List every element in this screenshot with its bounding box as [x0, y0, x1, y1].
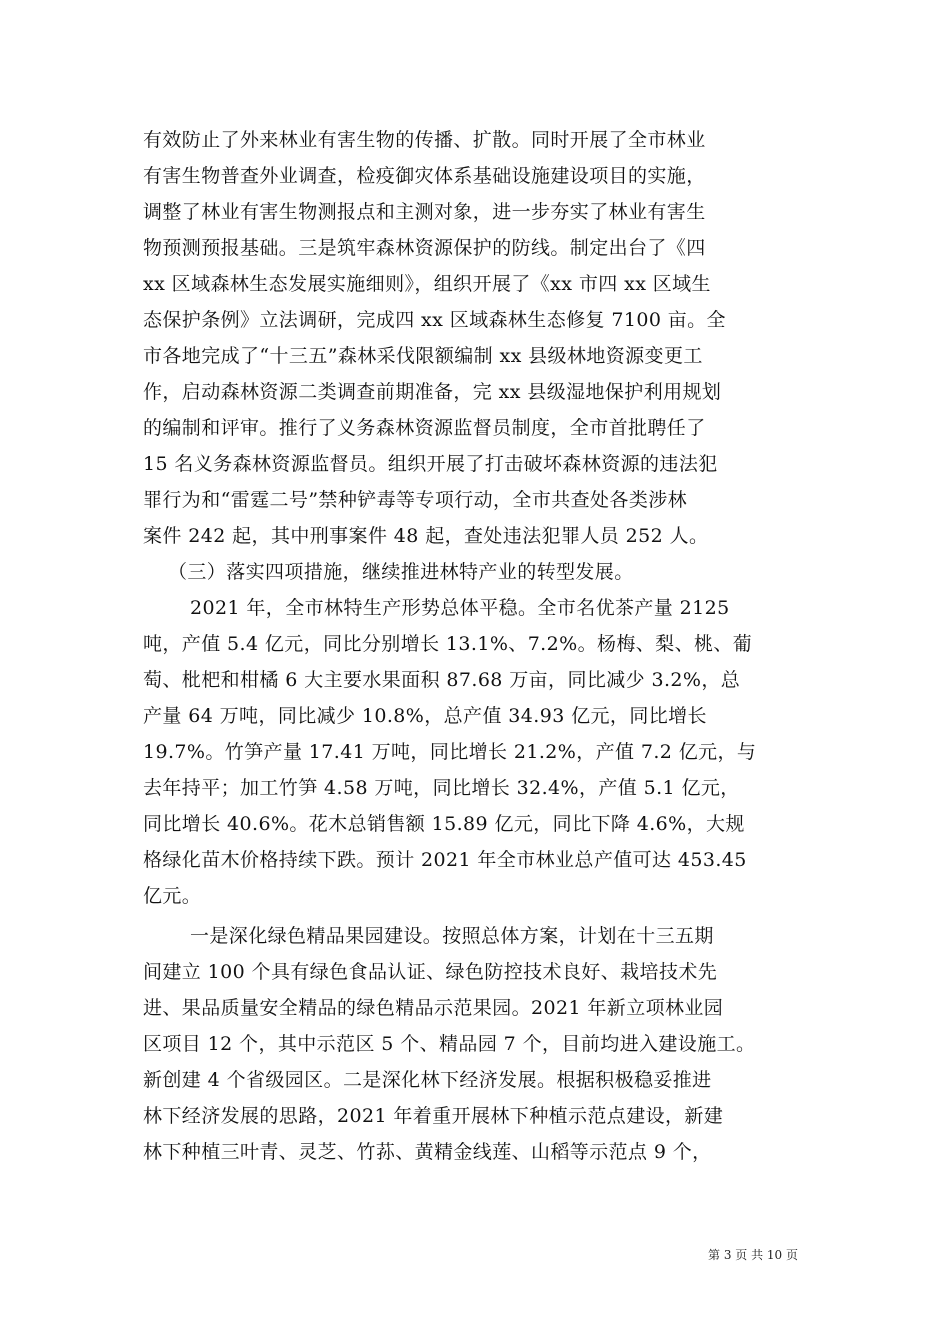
text-line: 进、果品质量安全精品的绿色精品示范果园。2021 年新立项林业园 — [143, 997, 724, 1019]
text-line: 有害生物普查外业调查，检疫御灾体系基础设施建设项目的实施， — [143, 165, 706, 187]
text-line: 有效防止了外来林业有害生物的传播、扩散。同时开展了全市林业 — [143, 129, 706, 151]
text-line: 产量 64 万吨，同比减少 10.8%，总产值 34.93 亿元，同比增长 — [143, 705, 707, 727]
text-line: 的编制和评审。推行了义务森林资源监督员制度，全市首批聘任了 — [143, 417, 706, 439]
text-line: 罪行为和“雷霆二号”禁种铲毒等专项行动，全市共查处各类涉林 — [143, 489, 688, 511]
text-line: 市各地完成了“十三五”森林采伐限额编制 xx 县级林地资源变更工 — [143, 345, 703, 367]
text-line: 调整了林业有害生物测报点和主测对象，进一步夯实了林业有害生 — [143, 201, 706, 223]
text-line: 同比增长 40.6%。花木总销售额 15.89 亿元，同比下降 4.6%，大规 — [143, 813, 745, 835]
text-line: 格绿化苗木价格持续下跌。预计 2021 年全市林业总产值可达 453.45 — [143, 849, 747, 871]
text-line: 一是深化绿色精品果园建设。按照总体方案，计划在十三五期 — [190, 925, 714, 947]
text-line: 亿元。 — [143, 885, 202, 907]
section-heading: （三）落实四项措施，继续推进林特产业的转型发展。 — [168, 561, 634, 583]
text-line: 19.7%。竹笋产量 17.41 万吨，同比增长 21.2%，产值 7.2 亿元，与 — [143, 741, 757, 763]
text-line: 15 名义务森林资源监督员。组织开展了打击破坏森林资源的违法犯 — [143, 453, 718, 475]
text-line: 态保护条例》立法调研，完成四 xx 区域森林生态修复 7100 亩。全 — [143, 309, 726, 331]
text-line: 吨，产值 5.4 亿元，同比分别增长 13.1%、7.2%。杨梅、梨、桃、葡 — [143, 633, 753, 655]
text-line: 2021 年，全市林特生产形势总体平稳。全市名优茶产量 2125 — [190, 597, 730, 619]
text-line: 区项目 12 个，其中示范区 5 个、精品园 7 个，目前均进入建设施工。 — [143, 1033, 756, 1055]
text-line: 萄、枇杷和柑橘 6 大主要水果面积 87.68 万亩，同比减少 3.2%，总 — [143, 669, 741, 691]
text-line: 林下种植三叶青、灵芝、竹荪、黄精金线莲、山稻等示范点 9 个， — [143, 1141, 712, 1163]
text-line: 案件 242 起，其中刑事案件 48 起，查处违法犯罪人员 252 人。 — [143, 525, 709, 547]
page-number: 第 3 页 共 10 页 — [708, 1248, 798, 1262]
text-line: 间建立 100 个具有绿色食品认证、绿色防控技术良好、栽培技术先 — [143, 961, 718, 983]
text-line: 去年持平；加工竹笋 4.58 万吨，同比增长 32.4%，产值 5.1 亿元， — [143, 777, 740, 799]
text-line: 林下经济发展的思路，2021 年着重开展林下种植示范点建设，新建 — [143, 1105, 724, 1127]
text-line: 物预测预报基础。三是筑牢森林资源保护的防线。制定出台了《四 — [143, 237, 706, 259]
text-line: 作，启动森林资源二类调查前期准备，完 xx 县级湿地保护利用规划 — [143, 381, 722, 403]
text-line: xx 区域森林生态发展实施细则》，组织开展了《xx 市四 xx 区域生 — [143, 273, 711, 295]
text-line: 新创建 4 个省级园区。二是深化林下经济发展。根据积极稳妥推进 — [143, 1069, 712, 1091]
